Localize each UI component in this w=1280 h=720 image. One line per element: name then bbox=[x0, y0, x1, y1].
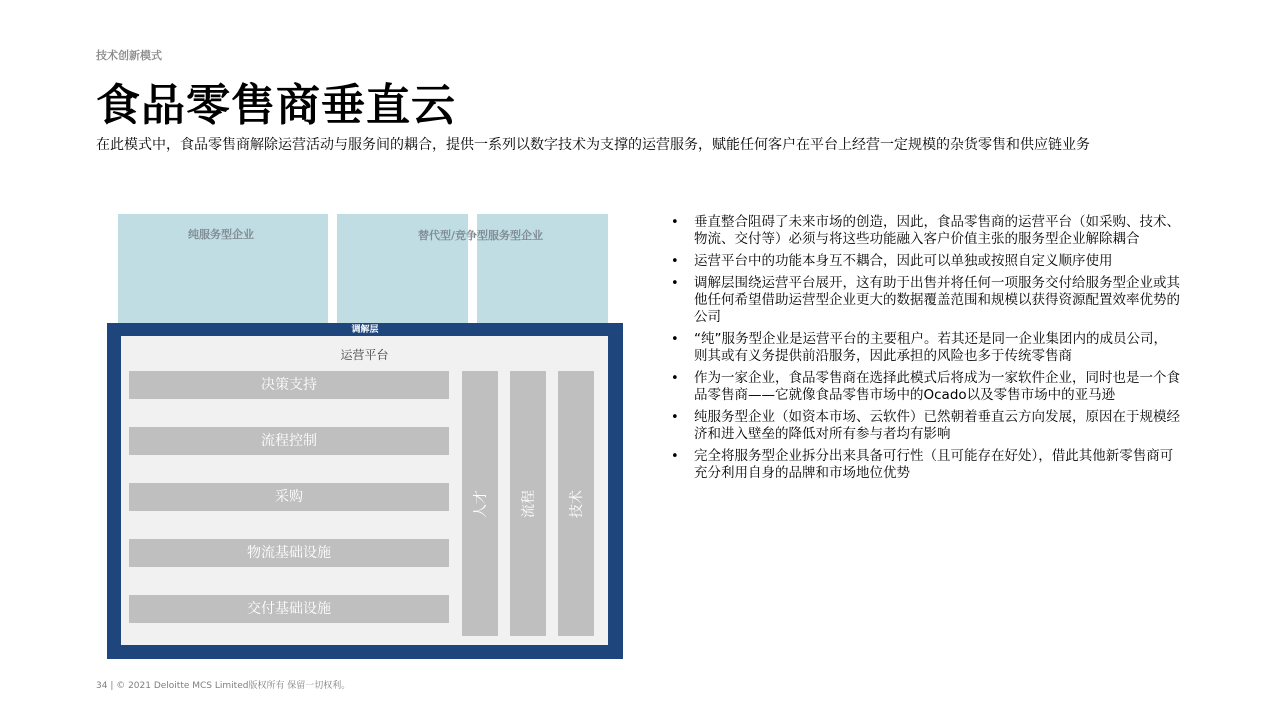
page-title: 食品零售商垂直云 bbox=[96, 80, 456, 131]
mediation-layer-label: 调解层 bbox=[351, 325, 379, 335]
bullet-item: • 运营平台中的功能本身互不耦合，因此可以单独或按照自定义顺序使用 bbox=[668, 253, 1180, 270]
bullet-item: • 垂直整合阻碍了未来市场的创造，因此，食品零售商的运营平台（如采购、技术、物流、交付等）必须与将这些功能融入客户价值主张的服务型企业解除耦合 bbox=[668, 214, 1180, 248]
bullet-item: • “纯”服务型企业是运营平台的主要租户。若其还是同一企业集团内的成员公司，则其或有义务提供前沿服务，因此承担的风险也多于传统零售商 bbox=[668, 331, 1180, 365]
capability-bar-talent bbox=[462, 371, 498, 636]
bullet-list bbox=[668, 214, 1180, 487]
function-bar-delivery: 交付基础设施 bbox=[129, 595, 449, 623]
function-bar-procurement: 采购 bbox=[129, 483, 449, 511]
section-label: 技术创新模式 bbox=[96, 49, 162, 62]
bullet-item: • 调解层围绕运营平台展开，这有助于出售并将任何一项服务交付给服务型企业或其他任何希望借助运营型企业更大的数据覆盖范围和规模以获得资源配置效率优势的公司 bbox=[668, 275, 1180, 326]
pure-service-label: 纯服务型企业 bbox=[188, 228, 254, 241]
capability-bar-technology bbox=[558, 371, 594, 636]
capability-label: 技术 bbox=[569, 489, 585, 518]
function-bar-logistics: 物流基础设施 bbox=[129, 539, 449, 567]
capability-bar-process bbox=[510, 371, 546, 636]
function-bar-process-control: 流程控制 bbox=[129, 427, 449, 455]
alternative-service-label: 替代型/竞争型服务型企业 bbox=[418, 229, 544, 242]
footer-copyright: 34 | © 2021 Deloitte MCS Limited版权所有 保留一切权利。 bbox=[96, 681, 351, 691]
capability-label: 流程 bbox=[521, 489, 537, 518]
capability-label: 人才 bbox=[473, 489, 489, 518]
page-subtitle: 在此模式中，食品零售商解除运营活动与服务间的耦合，提供一系列以数字技术为支撑的运营服务，赋能任何客户在平台上经营一定规模的杂货零售和供应链业务 bbox=[96, 137, 1090, 153]
bullet-item: • 纯服务型企业（如资本市场、云软件）已然朝着垂直云方向发展，原因在于规模经济和进入壁垒的降低对所有参与者均有影响 bbox=[668, 409, 1180, 443]
bullet-item: • 作为一家企业，食品零售商在选择此模式后将成为一家软件企业，同时也是一个食品零售商——它就像食品零售市场中的Ocado以及零售市场中的亚马逊 bbox=[668, 370, 1180, 404]
operating-platform-label: 运营平台 bbox=[340, 348, 389, 362]
bullet-item: • 完全将服务型企业拆分出来具备可行性（且可能存在好处），借此其他新零售商可充分利用自身的品牌和市场地位优势 bbox=[668, 448, 1180, 482]
function-bar-decision-support: 决策支持 bbox=[129, 371, 449, 399]
